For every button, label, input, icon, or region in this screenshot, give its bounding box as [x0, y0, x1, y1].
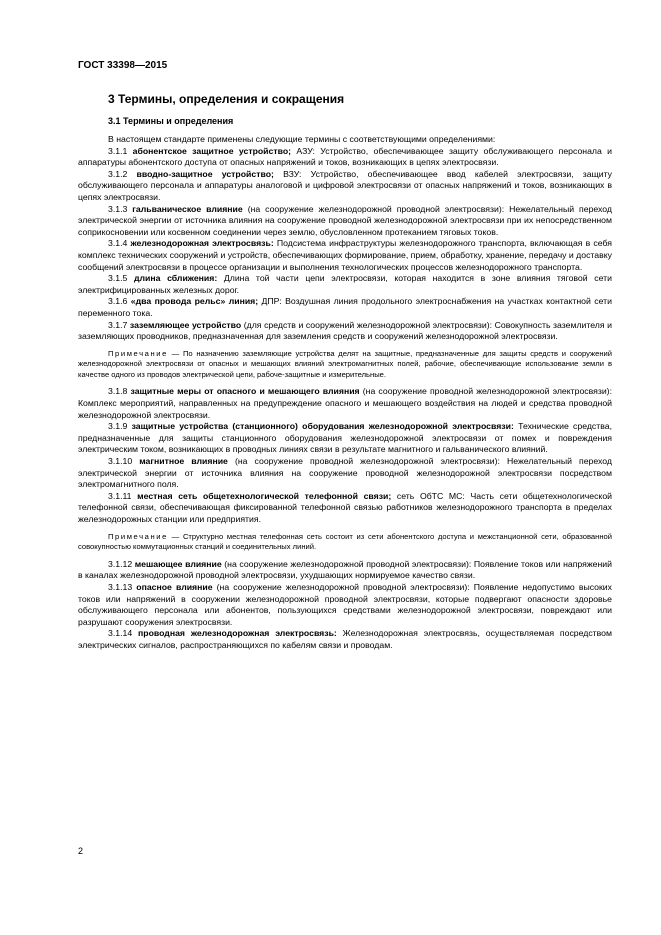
term-number: 3.1.4	[108, 238, 131, 249]
term-3-1-2	[78, 169, 612, 204]
term-name: длина сближения:	[133, 273, 218, 284]
term-name: магнитное влияние	[139, 456, 228, 467]
document-body	[78, 134, 612, 652]
term-3-1-4	[78, 238, 612, 273]
term-3-1-6	[78, 296, 612, 319]
term-name: защитные устройства (станционного) оборудования железнодорожной электросвязи:	[131, 421, 514, 432]
term-3-1-7	[78, 320, 612, 343]
term-definition: АЗУ: Устройство, обеспечивающее защиту обслуживающего персонала и аппаратуры абонентского доступа от опасных напряжений и токов, возникающих в цепях электросвязи.	[78, 145, 612, 168]
note-paragraph	[78, 532, 612, 553]
term-name: «два провода рельс» линия;	[130, 296, 259, 307]
term-3-1-5	[78, 273, 612, 296]
term-name: опасное влияние	[136, 581, 213, 592]
term-number: 3.1.1	[108, 145, 133, 156]
subsection-title: 3.1 Термины и определения	[108, 116, 234, 126]
term-name: заземляющее устройство	[129, 319, 242, 330]
note-label: Примечание	[108, 531, 168, 541]
term-definition: (на сооружение проводной железнодорожной электросвязи): Нежелательный переход электрической энергии от источника влияния на сооружение проводной железнодорожной электросвязи посредством электромагнитного поля.	[78, 456, 612, 490]
term-number: 3.1.2	[108, 168, 137, 179]
term-3-1-11	[78, 491, 612, 526]
term-number: 3.1.8	[108, 386, 131, 397]
document-header: ГОСТ 33398—2015	[78, 60, 168, 71]
term-definition: сеть ОбТС МС: Часть сети общетехнологической телефонной связи, обеспечивающая фиксированной телефонной связью работников железнодорожного транспорта в пределах железнодорожных станции или предприятия.	[78, 490, 612, 524]
term-3-1-3	[78, 204, 612, 239]
term-name: проводная железнодорожная электросвязь:	[138, 628, 337, 639]
term-definition: ДПР: Воздушная линия продольного электроснабжения на участках контактной сети переменного тока.	[78, 296, 612, 318]
note-paragraph	[78, 349, 612, 381]
term-name: гальваническое влияние	[132, 203, 243, 214]
term-number: 3.1.5	[108, 273, 134, 284]
term-number: 3.1.11	[108, 490, 138, 501]
term-3-1-1	[78, 146, 612, 169]
term-definition: Железнодорожная электросвязь, осуществляемая посредством электрических сигналов, распространяющихся по кабелям связи и проводам.	[78, 628, 612, 650]
term-name: защитные меры от опасного и мешающего влияния	[130, 386, 360, 397]
term-name: местная сеть общетехнологической телефонной связи;	[137, 490, 392, 501]
note-text: — По назначению заземляющие устройства делят на защитные, предназначенные для защиты средств и сооружений железнодорожной электросвязи от опасных и мешающих влияний электромагнитных полей, рабочие, обеспечивающие использование земли в качестве одного из проводов электрической цепи, рабоче-защитные и измерительные.	[78, 348, 612, 379]
term-definition: (на сооружение железнодорожной проводной электросвязи): Появление недопустимо высоких токов или напряжений в сооружении железнодорожной проводной электросвязи, которые подвергают опасности здоровье обслуживающего персонала или абонентов, пользующихся средствами железнодорожной электросвязи, повреждают или разрушают сооружения электросвязи.	[78, 581, 612, 627]
term-number: 3.1.14	[108, 628, 139, 639]
term-number: 3.1.7	[108, 319, 130, 330]
term-definition: Подсистема инфраструктуры железнодорожного транспорта, включающая в себя комплекс технических сооружений и устройств, обеспечивающих формирование, прием, обработку, хранение, передачу и доставку сообщений электросвязи в процессе организации и выполнения технологических процессов железнодорожного транспорта.	[78, 238, 612, 272]
term-number: 3.1.3	[108, 203, 133, 214]
term-definition: ВЗУ: Устройство, обеспечивающее ввод кабелей электросвязи, защиту обслуживающего персонала и аппаратуры аналоговой и цифровой электросвязи от опасных напряжений и токов, возникающих в цепях электросвязи.	[78, 168, 612, 202]
term-name: железнодорожная электросвязь:	[130, 238, 274, 249]
term-number: 3.1.13	[108, 581, 137, 592]
term-number: 3.1.6	[108, 296, 131, 307]
term-3-1-13	[78, 582, 612, 628]
term-definition: (для средств и сооружений железнодорожной электросвязи): Совокупность заземлителя и заземляющих проводников, предназначенная для заземления средств и сооружений железнодорожной электросвязи.	[78, 319, 612, 342]
term-definition: Технические средства, предназначенные для защиты станционного оборудования железнодорожной электросвязи от помех и повреждения электрическим током, возникающих в проводных линиях связи в результате магнитного и гальванического влияний.	[78, 421, 613, 455]
term-3-1-10	[78, 456, 612, 491]
section-title: 3 Термины, определения и сокращения	[108, 92, 345, 106]
term-number: 3.1.10	[108, 456, 140, 467]
term-name: мешающее влияние	[134, 558, 222, 569]
term-3-1-8	[78, 386, 612, 421]
note-text: — Структурно местная телефонная сеть состоит из сети абонентского доступа и межстанционной сети, образованной совокупностью коммутационных станций и соединительных линий.	[78, 531, 612, 552]
term-definition: Длина той части цепи электросвязи, которая находится в зоне влияния тяговой сети электрифицированных железных дорог.	[78, 273, 612, 295]
intro-paragraph: В настоящем стандарте применены следующие термины с соответствующими определениями:	[108, 134, 496, 144]
term-definition: (на сооружение железнодорожной проводной электросвязи): Нежелательный переход электрической энергии от источника влияния на сооружение проводной железнодорожной электросвязи при их непосредственном соприкосновении или косвенном соединении через землю, обусловленном протеканием тяговых токов.	[78, 203, 612, 237]
note-label: Примечание	[108, 348, 168, 358]
term-name: вводно-защитное устройство;	[136, 168, 274, 179]
term-definition: (на сооружение проводной железнодорожной электросвязи): Комплекс мероприятий, направленных на предупреждение опасного и мешающего воздействия на людей и средства проводной железнодорожной электросвязи.	[78, 386, 612, 420]
term-3-1-14	[78, 628, 612, 651]
term-number: 3.1.9	[108, 421, 132, 432]
term-name: абонентское защитное устройство;	[132, 145, 292, 156]
term-definition: (на сооружение железнодорожной проводной электросвязи): Появление токов или напряжений в каналах железнодорожной проводной электросвязи, ухудшающих нормируемое качество связи.	[78, 558, 612, 581]
page-number: 2	[78, 846, 84, 856]
term-number: 3.1.12	[108, 558, 135, 569]
term-3-1-12	[78, 559, 612, 582]
term-3-1-9	[78, 421, 612, 456]
